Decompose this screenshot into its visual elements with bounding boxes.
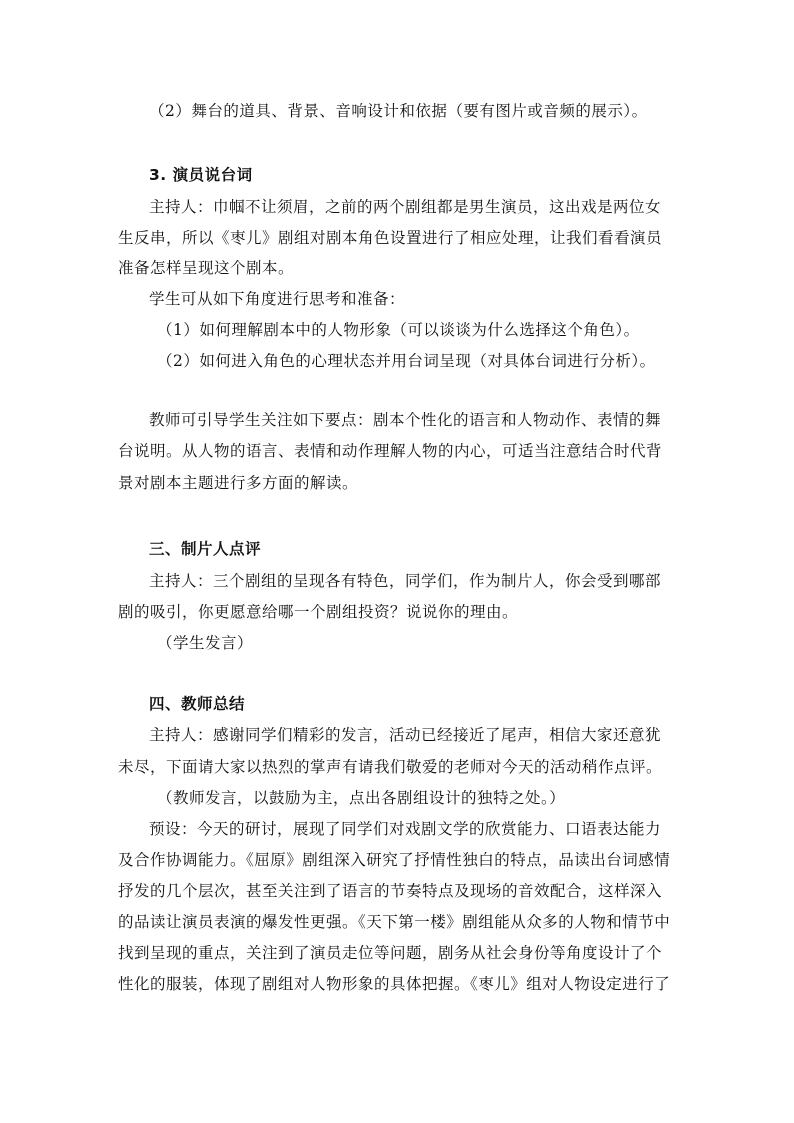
section-heading: 四、教师总结	[149, 695, 246, 713]
paragraph-line: 的品读让演员表演的爆发性更强。《天下第一楼》剧组能从众多的人物和情节中	[118, 913, 671, 931]
paragraph-line: 及合作协调能力。《屈原》剧组深入研究了抒情性独白的特点，品读出台词感情	[118, 851, 671, 869]
paragraph-line: 找到呈现的重点，关注到了演员走位等问题，剧务从社会身份等角度设计了个	[118, 944, 663, 962]
paragraph-line: 台说明。从人物的语言、表情和动作理解人物的内心，可适当注意结合时代背	[118, 442, 663, 460]
paragraph-line: 教师可引导学生关注如下要点：剧本个性化的语言和人物动作、表情的舞	[149, 411, 662, 429]
paragraph-line: 生反串，所以《枣儿》剧组对剧本角色设置进行了相应处理，让我们看看演员	[118, 229, 663, 247]
paragraph-line: （学生发言）	[157, 634, 254, 652]
section-heading: 三、制片人点评	[149, 540, 262, 558]
list-item: （2）如何进入角色的心理状态并用台词呈现（对具体台词进行分析）。	[157, 352, 656, 370]
section-heading: 3. 演员说台词	[149, 166, 253, 184]
paragraph-line: 景对剧本主题进行多方面的解读。	[118, 474, 359, 492]
list-item: （1）如何理解剧本中的人物形象（可以谈谈为什么选择这个角色）。	[157, 321, 640, 339]
paragraph-line: 剧的吸引，你更愿意给哪一个剧组投资？说说你的理由。	[118, 603, 519, 621]
paragraph-line: 主持人：三个剧组的呈现各有特色，同学们，作为制片人，你会受到哪部	[149, 572, 662, 590]
paragraph-line: 准备怎样呈现这个剧本。	[118, 259, 295, 277]
paragraph-line: 预设：今天的研讨，展现了同学们对戏剧文学的欣赏能力、口语表达能力	[149, 820, 662, 838]
paragraph-line: 学生可从如下角度进行思考和准备：	[149, 290, 406, 308]
paragraph-line: 抒发的几个层次，甚至关注到了语言的节奏特点及现场的音效配合，这样深入	[118, 882, 663, 900]
paragraph-line: 主持人：感谢同学们精彩的发言，活动已经接近了尾声，相信大家还意犹	[149, 726, 662, 744]
paragraph-line: （教师发言，以鼓励为主，点出各剧组设计的独特之处。）	[157, 789, 566, 807]
paragraph-line: 主持人：巾帼不让须眉，之前的两个剧组都是男生演员，这出戏是两位女	[149, 198, 662, 216]
paragraph-line: 性化的服装，体现了剧组对人物形象的具体把握。《枣儿》组对人物设定进行了	[118, 975, 671, 993]
paragraph-line: （2）舞台的道具、背景、音响设计和依据（要有图片或音频的展示）。	[149, 102, 648, 120]
paragraph-line: 未尽，下面请大家以热烈的掌声有请我们敬爱的老师对今天的活动稍作点评。	[118, 758, 663, 776]
